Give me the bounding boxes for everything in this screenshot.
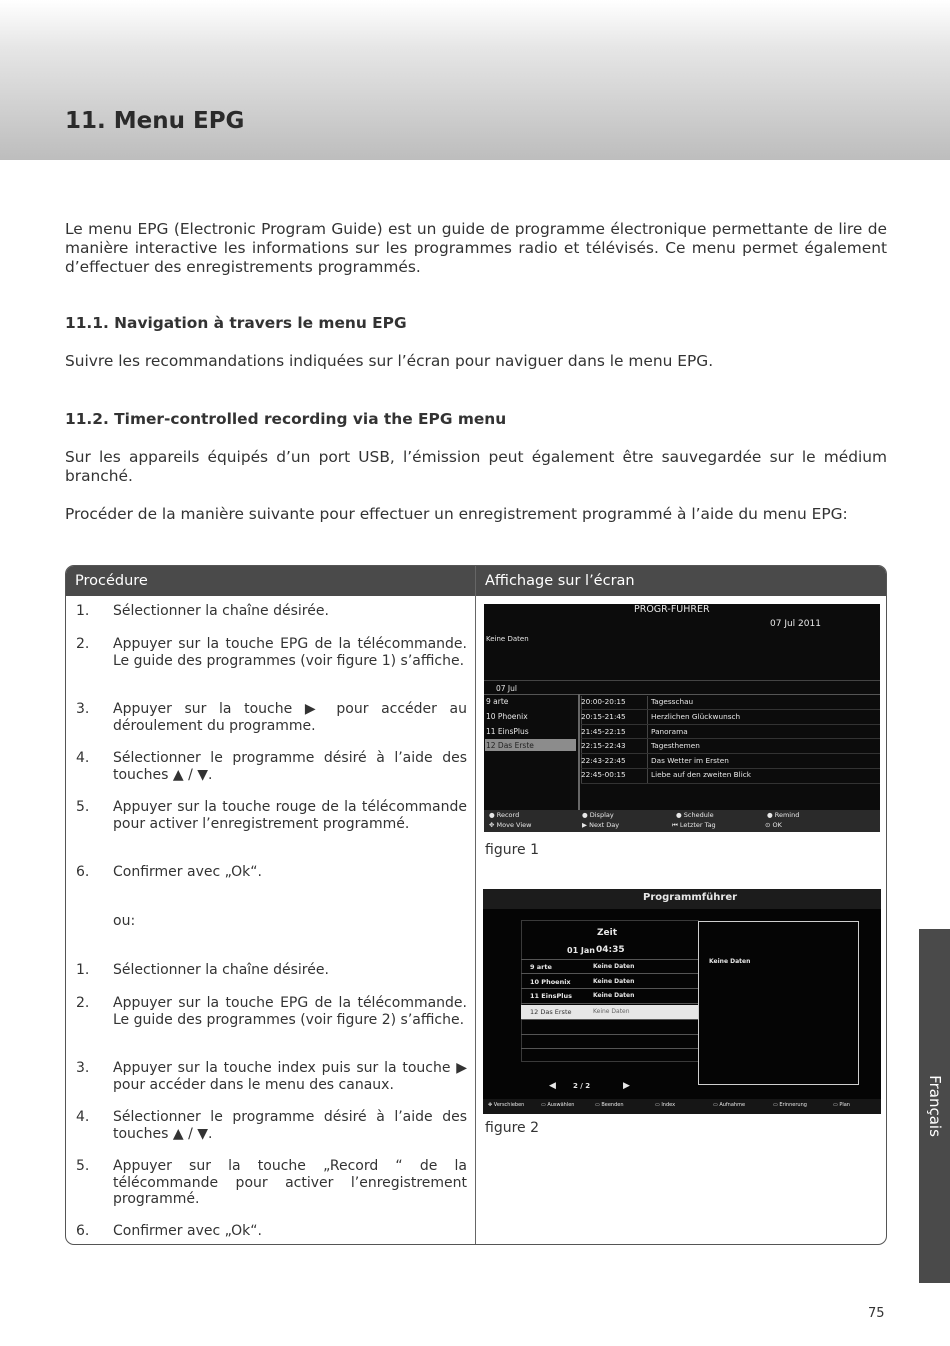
step-text: Appuyer sur la touche EPG de la télécommande. Le guide des programmes (voir figure 2) s’affiche. <box>113 995 467 1028</box>
legend-text: Letzter Tag <box>679 821 716 829</box>
section-1-heading: 11.1. Navigation à travers le menu EPG <box>65 314 407 332</box>
pf-grid-line <box>521 973 698 974</box>
column-divider <box>475 566 476 1244</box>
pf-zeit-label: Zeit <box>597 928 618 938</box>
pf-legend-index: ▭ Index <box>655 1102 676 1108</box>
pf-prev-arrow-icon: ◀ <box>549 1081 556 1091</box>
pf-legend-erinnerung: ▭ Erinnerung <box>773 1102 807 1108</box>
step-number: 5. <box>76 799 90 815</box>
language-label: Français <box>925 1075 944 1137</box>
epg-title: PROGR-FUHRER <box>634 604 710 615</box>
section-2-text-1: Sur les appareils équipés d’un port USB, l’émission peut également être sauvegardée sur le médium branché. <box>65 448 887 485</box>
legend-text: Next Day <box>589 821 620 829</box>
pf-page-indicator: 2 / 2 <box>573 1082 591 1090</box>
step-number: 2. <box>76 636 90 652</box>
pf-time: 04:35 <box>596 945 625 955</box>
pf-grid-line <box>521 1019 698 1020</box>
epg-program-title: Liebe auf den zweiten Blick <box>651 770 751 779</box>
figure-2-caption: figure 2 <box>485 1120 539 1136</box>
epg-grid-line <box>581 768 880 769</box>
pf-channel-info: Keine Daten <box>593 992 635 999</box>
step-text: Appuyer sur la touche EPG de la télécommande. Le guide des programmes (voir figure 1) s’affiche. <box>113 636 467 669</box>
epg-separator <box>484 680 880 681</box>
legend-text: OK <box>772 821 782 829</box>
step-number: 5. <box>76 1158 90 1174</box>
pf-grid-line <box>521 1048 698 1049</box>
epg-program-title: Das Wetter im Ersten <box>651 756 729 765</box>
epg-grid-line <box>581 738 880 739</box>
epg-legend-display: ● Display <box>582 811 614 819</box>
epg-program-time: 21:45-22:15 <box>581 727 626 736</box>
figure-2-screenshot <box>483 889 881 1114</box>
step-text: Appuyer sur la touche index puis sur la touche ▶ pour accéder dans le menu des canaux. <box>113 1060 467 1093</box>
epg-day-label: 07 Jul <box>496 684 517 693</box>
legend-text: Index <box>661 1102 676 1108</box>
epg-date: 07 Jul 2011 <box>770 619 821 629</box>
legend-text: Schedule <box>683 811 714 819</box>
col-header-display: Affichage sur l’écran <box>485 573 635 589</box>
epg-legend-schedule: ● Schedule <box>676 811 714 819</box>
epg-program-title: Herzlichen Glückwunsch <box>651 712 741 721</box>
step-number: 2. <box>76 995 90 1011</box>
step-number: 6. <box>76 1223 90 1239</box>
epg-grid-line <box>581 753 880 754</box>
legend-text: Display <box>589 811 614 819</box>
epg-grid-line <box>581 783 880 784</box>
pf-date: 01 Jan <box>567 946 595 955</box>
pf-grid-line <box>521 1034 698 1035</box>
or-label: ou: <box>113 913 136 929</box>
step-number: 3. <box>76 701 90 717</box>
epg-program-title: Panorama <box>651 727 688 736</box>
step-number: 1. <box>76 962 90 978</box>
procedure-table <box>65 565 887 1245</box>
pf-grid-line <box>521 959 698 960</box>
epg-legend-record: ● Record <box>489 811 520 819</box>
pf-legend-verschieben: ✥ Verschieben <box>488 1102 525 1108</box>
epg-grid-line <box>581 709 880 710</box>
pf-next-arrow-icon: ▶ <box>623 1081 630 1091</box>
epg-channel: 11 EinsPlus <box>486 727 529 736</box>
step-number: 1. <box>76 603 90 619</box>
step-text: Confirmer avec „Ok“. <box>113 864 262 880</box>
legend-text: Move View <box>496 821 532 829</box>
page-title: 11. Menu EPG <box>65 108 245 134</box>
step-text: Sélectionner le programme désiré à l’aide des touches ▲ / ▼. <box>113 750 467 783</box>
step-number: 4. <box>76 1109 90 1125</box>
col-header-procedure: Procédure <box>75 573 148 589</box>
epg-program-title: Tagesschau <box>651 697 694 706</box>
figure-1-caption: figure 1 <box>485 842 539 858</box>
pf-channel-name-selected: 12 Das Erste <box>530 1008 572 1016</box>
pf-channel-info: Keine Daten <box>593 978 635 985</box>
pf-channel-info: Keine Daten <box>593 963 635 970</box>
epg-program-title: Tagesthemen <box>651 741 700 750</box>
legend-text: Aufnahme <box>719 1102 746 1108</box>
step-number: 3. <box>76 1060 90 1076</box>
epg-legend-letzter-tag: ⏮ Letzter Tag <box>672 821 716 829</box>
legend-text: Remind <box>774 811 800 819</box>
pf-info-text: Keine Daten <box>709 958 751 965</box>
epg-channel-selected: 12 Das Erste <box>486 741 534 750</box>
pf-channel-name: 9 arte <box>530 963 552 971</box>
step-number: 6. <box>76 864 90 880</box>
epg-legend-next-day: ▶ Next Day <box>582 821 620 829</box>
section-2-text-2: Procéder de la manière suivante pour effectuer un enregistrement programmé à l’aide du menu EPG: <box>65 505 848 523</box>
pf-legend-aufnahme: ▭ Aufnahme <box>713 1102 746 1108</box>
step-text: Appuyer sur la touche „Record “ de la télécommande pour activer l’enregistrement programmé. <box>113 1158 467 1207</box>
epg-program-time: 22:15-22:43 <box>581 741 626 750</box>
intro-paragraph: Le menu EPG (Electronic Program Guide) est un guide de programme électronique permettante de lire de manière interactive les informations sur les programmes radio et télévisés. Ce menu permet également d’effectuer des enregistrements programmés. <box>65 220 887 276</box>
section-2-heading: 11.2. Timer-controlled recording via the EPG menu <box>65 410 507 428</box>
step-number: 4. <box>76 750 90 766</box>
epg-channel: 9 arte <box>486 697 509 706</box>
pf-legend-auswaehlen: ▭ Auswählen <box>541 1102 575 1108</box>
epg-legend-move-view: ✥ Move View <box>489 821 532 829</box>
legend-text: Erinnerung <box>779 1102 807 1108</box>
header-band <box>0 0 950 160</box>
pf-legend-beenden: ▭ Beenden <box>595 1102 624 1108</box>
legend-text: Plan <box>839 1102 850 1108</box>
pf-channel-name: 11 EinsPlus <box>530 992 572 1000</box>
epg-separator <box>484 694 880 695</box>
epg-channel: 10 Phoenix <box>486 712 528 721</box>
epg-program-time: 20:15-21:45 <box>581 712 626 721</box>
legend-text: Verschieben <box>493 1102 525 1108</box>
epg-legend-remind: ● Remind <box>767 811 800 819</box>
epg-info: Keine Daten <box>486 635 529 643</box>
step-text: Sélectionner le programme désiré à l’aide des touches ▲ / ▼. <box>113 1109 467 1142</box>
pf-channel-info-selected: Keine Daten <box>593 1008 630 1015</box>
pf-title: Programmführer <box>643 892 738 903</box>
step-text: Appuyer sur la touche rouge de la télécommande pour activer l’enregistrement programmé. <box>113 799 467 832</box>
epg-program-time: 22:45-00:15 <box>581 770 626 779</box>
pf-legend-plan: ▭ Plan <box>833 1102 850 1108</box>
table-header <box>66 566 886 596</box>
step-text: Confirmer avec „Ok“. <box>113 1223 262 1239</box>
epg-program-time: 20:00-20:15 <box>581 697 626 706</box>
figure-1-screenshot <box>484 604 880 832</box>
epg-program-time: 22:43-22:45 <box>581 756 626 765</box>
step-text: Appuyer sur la touche ▶ pour accéder au déroulement du programme. <box>113 701 467 734</box>
pf-grid-line <box>521 1003 698 1004</box>
step-text: Sélectionner la chaîne désirée. <box>113 962 329 978</box>
legend-text: Beenden <box>601 1102 624 1108</box>
legend-text: Auswählen <box>547 1102 575 1108</box>
pf-channel-name: 10 Phoenix <box>530 978 571 986</box>
pf-channel-list <box>521 920 699 1062</box>
epg-column-divider <box>578 694 580 810</box>
pf-info-panel <box>698 921 859 1085</box>
step-text: Sélectionner la chaîne désirée. <box>113 603 329 619</box>
section-1-text: Suivre les recommandations indiquées sur l’écran pour naviguer dans le menu EPG. <box>65 352 714 370</box>
legend-text: Record <box>496 811 520 819</box>
page-number: 75 <box>868 1306 885 1321</box>
epg-legend-ok: ⊙ OK <box>765 821 782 829</box>
epg-grid-line <box>581 724 880 725</box>
pf-grid-line <box>521 988 698 989</box>
language-side-tab <box>919 929 950 1283</box>
